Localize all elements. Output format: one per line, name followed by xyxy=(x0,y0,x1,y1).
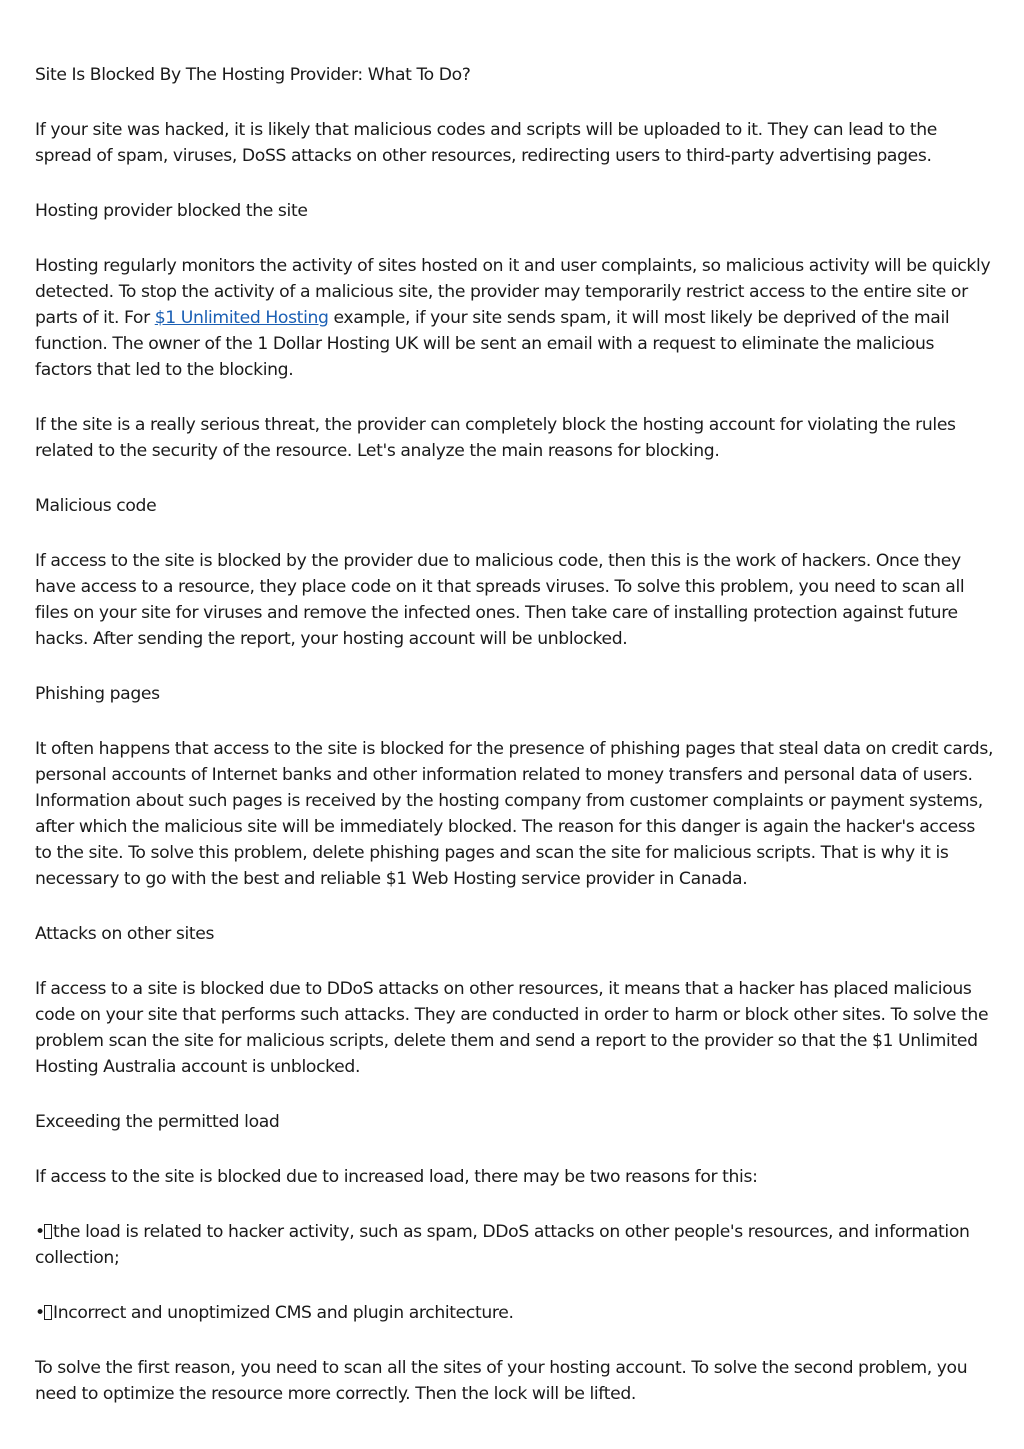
list-item xyxy=(35,1219,995,1271)
permitted-load-intro: If access to the site is blocked due to increased load, there may be two reasons for this: xyxy=(35,1167,758,1187)
malicious-code-paragraph: If access to the site is blocked by the provider due to malicious code, then this is the work of hackers. Once they have access to a resource, they place code on it that spreads viruses. To solve this problem, you need to scan all files on your site for viruses and remove the infected ones. Then take care of installing protection against future hacks. After sending the report, your hosting account will be unblocked. xyxy=(35,551,965,649)
document-title: Site Is Blocked By The Hosting Provider: What To Do? xyxy=(35,65,471,85)
closing-paragraph: To solve the first reason, you need to scan all the sites of your hosting account. To solve the second problem, you need to optimize the resource more correctly. Then the lock will be lifted. xyxy=(35,1358,968,1404)
document-body xyxy=(35,62,995,1436)
malicious-code-heading: Malicious code xyxy=(35,496,157,516)
hosting-provider-heading: Hosting provider blocked the site xyxy=(35,201,308,221)
bullet-text-1: the load is related to hacker activity, such as spam, DDoS attacks on other people's resources, and information collection; xyxy=(35,1222,970,1268)
permitted-load-heading: Exceeding the permitted load xyxy=(35,1112,280,1132)
intro-paragraph: If your site was hacked, it is likely that malicious codes and scripts will be uploaded to it. They can lead to the spread of spam, viruses, DoSS attacks on other resources, redirecting users to third-party advertising pages. xyxy=(35,120,938,166)
bullet-icon: • xyxy=(35,1303,45,1323)
hosting-provider-paragraph xyxy=(35,253,995,383)
serious-threat-paragraph: If the site is a really serious threat, the provider can completely block the hosting account for violating the rules related to the security of the resource. Let's analyze the main reasons for blocking. xyxy=(35,415,956,461)
list-item xyxy=(35,1300,995,1326)
missing-glyph-icon xyxy=(44,1305,52,1320)
attacks-paragraph: If access to a site is blocked due to DDoS attacks on other resources, it means that a hacker has placed malicious code on your site that performs such attacks. They are conducted in order to harm or block other sites. To solve the problem scan the site for malicious scripts, delete them and send a report to the provider so that the $1 Unlimited Hosting Australia account is unblocked. xyxy=(35,979,989,1077)
bullet-text-2: Incorrect and unoptimized CMS and plugin architecture. xyxy=(53,1303,514,1323)
phishing-pages-paragraph: It often happens that access to the site is blocked for the presence of phishing pages that steal data on credit cards, personal accounts of Internet banks and other information related to money transfers and personal data of users. Information about such pages is received by the hosting company from customer complaints or payment systems, after which the malicious site will be immediately blocked. The reason for this danger is again the hacker's access to the site. To solve this problem, delete phishing pages and scan the site for malicious scripts. That is why it is necessary to go with the best and reliable $1 Web Hosting service provider in Canada. xyxy=(35,739,994,889)
unlimited-hosting-link[interactable]: $1 Unlimited Hosting xyxy=(154,308,329,328)
phishing-pages-heading: Phishing pages xyxy=(35,684,160,704)
attacks-heading: Attacks on other sites xyxy=(35,924,215,944)
hosting-text-after-link: example, if your site sends spam, it will most likely be deprived of the mail function. The owner of the 1 Dollar Hosting UK will be sent an email with a request to eliminate the malicious factors that led to the blocking. xyxy=(35,308,950,380)
hosting-text-before-link: Hosting regularly monitors the activity of sites hosted on it and user complaints, so malicious activity will be quickly detected. To stop the activity of a malicious site, the provider may temporarily restrict access to the entire site or parts of it. For xyxy=(35,256,991,328)
missing-glyph-icon xyxy=(44,1224,52,1239)
bullet-icon: • xyxy=(35,1222,45,1242)
